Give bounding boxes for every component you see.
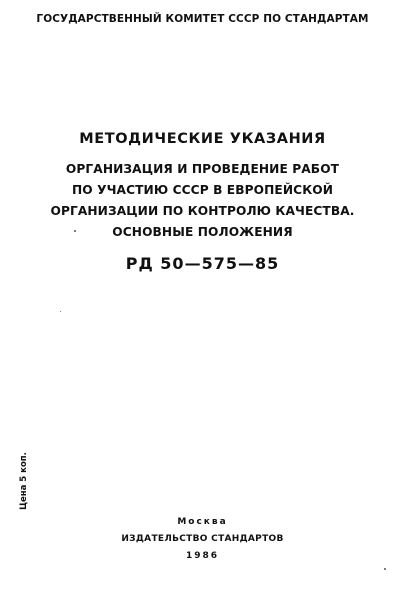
scan-speck bbox=[74, 230, 76, 232]
imprint-city: Москва bbox=[177, 517, 228, 527]
document-number: РД 50—575—85 bbox=[125, 254, 280, 273]
price-label: Цена 5 коп. bbox=[19, 452, 29, 510]
price-stamp bbox=[13, 436, 35, 526]
scan-speck bbox=[60, 311, 61, 312]
document-type: МЕТОДИЧЕСКИЕ УКАЗАНИЯ bbox=[79, 131, 326, 147]
document-title-line: ОСНОВНЫЕ ПОЛОЖЕНИЯ bbox=[112, 225, 293, 239]
imprint-publisher: ИЗДАТЕЛЬСТВО СТАНДАРТОВ bbox=[121, 534, 284, 544]
document-title-line: ПО УЧАСТИЮ СССР В ЕВРОПЕЙСКОЙ bbox=[71, 183, 334, 197]
scan-speck bbox=[384, 568, 386, 570]
imprint-year: 1986 bbox=[185, 551, 220, 561]
document-title-line: ОРГАНИЗАЦИИ ПО КОНТРОЛЮ КАЧЕСТВА. bbox=[50, 204, 355, 218]
committee-name: ГОСУДАРСТВЕННЫЙ КОМИТЕТ СССР ПО СТАНДАРТАМ bbox=[36, 13, 369, 25]
document-title-line: ОРГАНИЗАЦИЯ И ПРОВЕДЕНИЕ РАБОТ bbox=[65, 162, 340, 176]
